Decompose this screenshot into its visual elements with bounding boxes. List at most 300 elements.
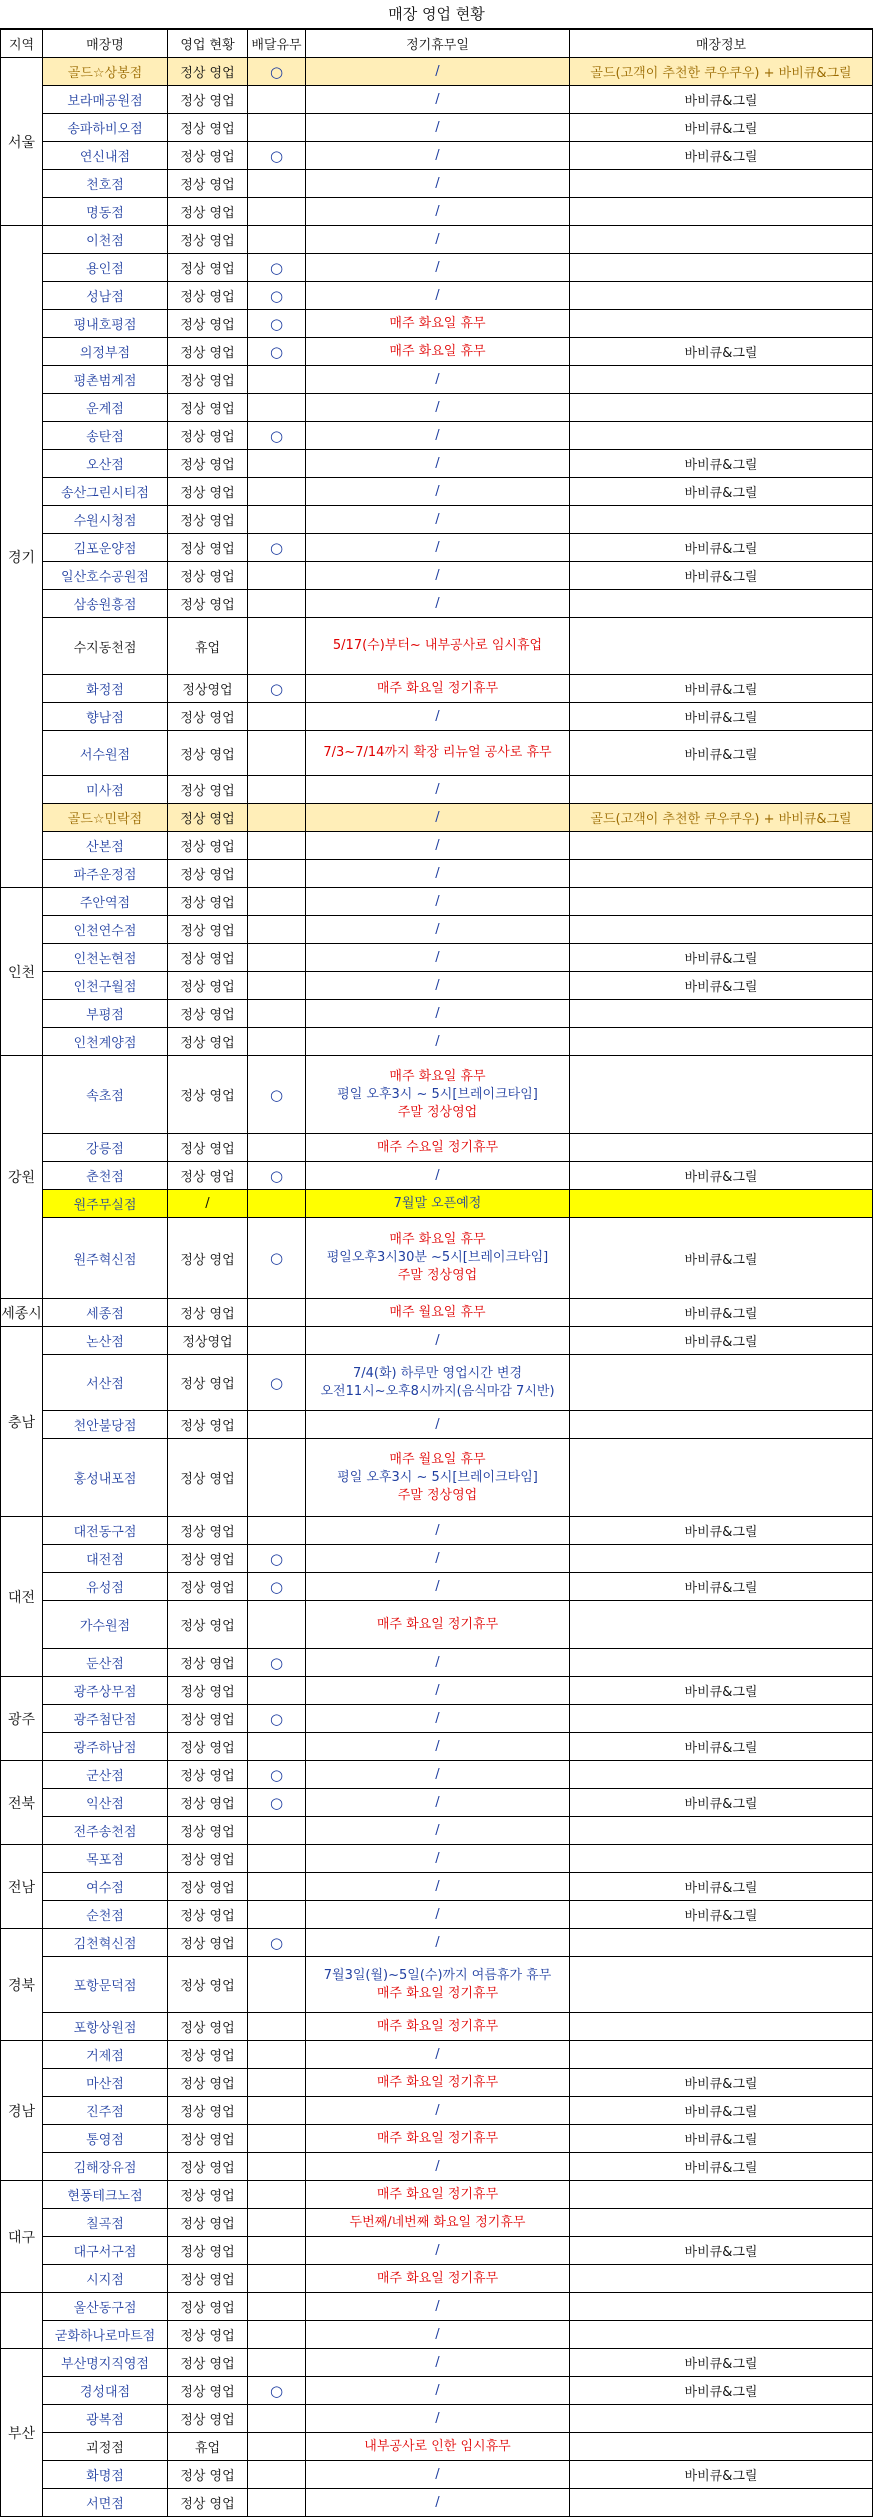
business-status: 정상 영업 xyxy=(168,703,248,731)
holiday-cell xyxy=(306,804,570,832)
store-info xyxy=(570,590,873,618)
business-status: 정상 영업 xyxy=(168,282,248,310)
delivery-mark xyxy=(248,1901,306,1929)
holiday-cell xyxy=(306,1134,570,1162)
region-cell: 부산 xyxy=(1,2349,43,2517)
business-status: 정상 영업 xyxy=(168,562,248,590)
store-info xyxy=(570,1845,873,1873)
business-status: 정상 영업 xyxy=(168,170,248,198)
store-info xyxy=(570,888,873,916)
business-status: 정상 영업 xyxy=(168,86,248,114)
store-info xyxy=(570,2293,873,2321)
store-name: 목포점 xyxy=(43,1845,168,1873)
holiday-line: / xyxy=(435,977,440,993)
region-cell xyxy=(1,2293,43,2349)
store-info xyxy=(570,506,873,534)
store-name: 진주점 xyxy=(43,2097,168,2125)
business-status: 정상 영업 xyxy=(168,2013,248,2041)
delivery-mark xyxy=(248,2237,306,2265)
delivery-mark xyxy=(248,2293,306,2321)
delivery-mark: ○ xyxy=(248,1056,306,1134)
header-row xyxy=(1,30,873,58)
store-name: 명동점 xyxy=(43,198,168,226)
holiday-cell xyxy=(306,2377,570,2405)
store-name: 홍성내포점 xyxy=(43,1439,168,1517)
store-name: 원주무실점 xyxy=(43,1190,168,1218)
holiday-line: 매주 화요일 정기휴무 xyxy=(376,2130,499,2146)
store-name: 포항문덕점 xyxy=(43,1957,168,2013)
business-status: 정상 영업 xyxy=(168,1677,248,1705)
business-status: 정상 영업 xyxy=(168,254,248,282)
business-status: 정상 영업 xyxy=(168,2405,248,2433)
holiday-line: / xyxy=(435,921,440,937)
holiday-line: 매주 화요일 정기휴무 xyxy=(376,1616,499,1632)
store-name: 익산점 xyxy=(43,1789,168,1817)
business-status: 정상 영업 xyxy=(168,534,248,562)
delivery-mark xyxy=(248,562,306,590)
store-name: 인천논현점 xyxy=(43,944,168,972)
store-info xyxy=(570,282,873,310)
store-name: 천호점 xyxy=(43,170,168,198)
holiday-line: 7월말 오픈예정 xyxy=(393,1195,482,1211)
delivery-mark xyxy=(248,1028,306,1056)
header-delivery: 배달유무 xyxy=(248,30,306,58)
store-name: 서면점 xyxy=(43,2489,168,2517)
holiday-line: / xyxy=(435,2494,440,2510)
table-row xyxy=(1,142,873,170)
holiday-line: / xyxy=(435,231,440,247)
business-status: 정상 영업 xyxy=(168,422,248,450)
business-status: 정상 영업 xyxy=(168,1957,248,2013)
delivery-mark xyxy=(248,2461,306,2489)
holiday-line: 매주 월요일 휴무 xyxy=(389,1304,486,1320)
holiday-line: / xyxy=(435,1332,440,1348)
store-info xyxy=(570,1028,873,1056)
store-info: 바비큐&그릴 xyxy=(570,731,873,776)
store-info: 골드(고객이 추천한 쿠우쿠우) + 바비큐&그릴 xyxy=(570,804,873,832)
holiday-cell xyxy=(306,2153,570,2181)
delivery-mark xyxy=(248,731,306,776)
business-status: 정상 영업 xyxy=(168,2125,248,2153)
table-row xyxy=(1,450,873,478)
holiday-line: 매주 화요일 정기휴무 xyxy=(376,2270,499,2286)
store-name: 유성점 xyxy=(43,1573,168,1601)
delivery-mark xyxy=(248,618,306,675)
delivery-mark xyxy=(248,1873,306,1901)
store-info xyxy=(570,1929,873,1957)
holiday-cell xyxy=(306,1761,570,1789)
table-row xyxy=(1,1000,873,1028)
table-row xyxy=(1,731,873,776)
delivery-mark xyxy=(248,394,306,422)
table-row xyxy=(1,506,873,534)
holiday-cell xyxy=(306,2321,570,2349)
holiday-cell xyxy=(306,2013,570,2041)
table-row xyxy=(1,338,873,366)
business-status: 정상 영업 xyxy=(168,2377,248,2405)
holiday-cell xyxy=(306,58,570,86)
store-info: 바비큐&그릴 xyxy=(570,675,873,703)
region-cell: 경북 xyxy=(1,1929,43,2041)
business-status: 정상 영업 xyxy=(168,804,248,832)
store-name: 광주상무점 xyxy=(43,1677,168,1705)
region-cell: 서울 xyxy=(1,58,43,226)
holiday-line: / xyxy=(435,2242,440,2258)
store-name: 송산그린시티점 xyxy=(43,478,168,506)
store-info xyxy=(570,1957,873,2013)
holiday-cell xyxy=(306,1439,570,1517)
table-row xyxy=(1,776,873,804)
holiday-line: 7/4(화) 하루만 영업시간 변경 xyxy=(352,1365,523,1381)
holiday-cell xyxy=(306,2433,570,2461)
store-name: 보라매공원점 xyxy=(43,86,168,114)
holiday-line: / xyxy=(435,147,440,163)
holiday-line: / xyxy=(435,539,440,555)
holiday-line: / xyxy=(435,2466,440,2482)
holiday-line: / xyxy=(435,1738,440,1754)
business-status: 정상 영업 xyxy=(168,916,248,944)
region-cell: 전남 xyxy=(1,1845,43,1929)
delivery-mark xyxy=(248,916,306,944)
store-info xyxy=(570,1411,873,1439)
holiday-cell xyxy=(306,254,570,282)
table-row xyxy=(1,1190,873,1218)
table-row xyxy=(1,1056,873,1134)
store-info: 바비큐&그릴 xyxy=(570,1901,873,1929)
business-status: 정상 영업 xyxy=(168,142,248,170)
holiday-cell xyxy=(306,1218,570,1299)
store-name: 김천혁신점 xyxy=(43,1929,168,1957)
holiday-line: / xyxy=(435,2158,440,2174)
holiday-cell xyxy=(306,1162,570,1190)
holiday-line: 두번째/네번째 화요일 정기휴무 xyxy=(349,2214,526,2230)
store-info xyxy=(570,2181,873,2209)
business-status: 정상 영업 xyxy=(168,2069,248,2097)
region-cell: 충남 xyxy=(1,1327,43,1517)
holiday-line: / xyxy=(435,1550,440,1566)
delivery-mark xyxy=(248,2265,306,2293)
table-row xyxy=(1,1873,873,1901)
store-name: 이천점 xyxy=(43,226,168,254)
holiday-line: / xyxy=(435,119,440,135)
delivery-mark xyxy=(248,2125,306,2153)
store-name: 평촌범계점 xyxy=(43,366,168,394)
delivery-mark: ○ xyxy=(248,58,306,86)
store-info: 바비큐&그릴 xyxy=(570,450,873,478)
table-row xyxy=(1,2293,873,2321)
holiday-line: / xyxy=(435,1906,440,1922)
table-row xyxy=(1,703,873,731)
holiday-cell xyxy=(306,2461,570,2489)
store-name: 미사점 xyxy=(43,776,168,804)
store-name: 군산점 xyxy=(43,1761,168,1789)
table-row xyxy=(1,562,873,590)
holiday-cell xyxy=(306,1677,570,1705)
table-row xyxy=(1,1817,873,1845)
store-name: 오산점 xyxy=(43,450,168,478)
holiday-line: / xyxy=(435,175,440,191)
store-info: 바비큐&그릴 xyxy=(570,2069,873,2097)
business-status: 정상 영업 xyxy=(168,1789,248,1817)
store-info: 바비큐&그릴 xyxy=(570,2377,873,2405)
holiday-line: / xyxy=(435,1710,440,1726)
delivery-mark: ○ xyxy=(248,310,306,338)
table-row xyxy=(1,1573,873,1601)
holiday-line: / xyxy=(435,455,440,471)
store-name: 원주혁신점 xyxy=(43,1218,168,1299)
holiday-line: / xyxy=(435,259,440,275)
store-name: 현풍테크노점 xyxy=(43,2181,168,2209)
store-name: 화명점 xyxy=(43,2461,168,2489)
store-name: 산본점 xyxy=(43,832,168,860)
store-name: 순천점 xyxy=(43,1901,168,1929)
business-status: 정상 영업 xyxy=(168,1845,248,1873)
delivery-mark xyxy=(248,1517,306,1545)
holiday-line: / xyxy=(435,399,440,415)
holiday-line: / xyxy=(435,595,440,611)
holiday-cell xyxy=(306,282,570,310)
holiday-cell xyxy=(306,310,570,338)
delivery-mark xyxy=(248,1601,306,1649)
delivery-mark: ○ xyxy=(248,1162,306,1190)
holiday-cell xyxy=(306,1901,570,1929)
region-cell: 대구 xyxy=(1,2181,43,2293)
table-row xyxy=(1,1355,873,1411)
store-info: 바비큐&그릴 xyxy=(570,2349,873,2377)
store-name: 마산점 xyxy=(43,2069,168,2097)
holiday-cell xyxy=(306,1327,570,1355)
business-status: 정상 영업 xyxy=(168,310,248,338)
table-row xyxy=(1,114,873,142)
delivery-mark: ○ xyxy=(248,1705,306,1733)
delivery-mark xyxy=(248,1733,306,1761)
business-status: 정상 영업 xyxy=(168,1439,248,1517)
holiday-cell xyxy=(306,1545,570,1573)
table-row xyxy=(1,2069,873,2097)
store-info xyxy=(570,1761,873,1789)
holiday-line: 5/17(수)부터~ 내부공사로 임시휴업 xyxy=(332,638,543,653)
holiday-line: / xyxy=(435,1522,440,1538)
table-row xyxy=(1,832,873,860)
table-row xyxy=(1,2153,873,2181)
holiday-cell xyxy=(306,1789,570,1817)
store-info: 바비큐&그릴 xyxy=(570,86,873,114)
store-name: 향남점 xyxy=(43,703,168,731)
business-status: 정상 영업 xyxy=(168,2041,248,2069)
store-name: 세종점 xyxy=(43,1299,168,1327)
business-status: 정상 영업 xyxy=(168,198,248,226)
page-title: 매장 영업 현황 xyxy=(0,0,873,29)
table-row xyxy=(1,2377,873,2405)
store-info: 바비큐&그릴 xyxy=(570,2237,873,2265)
business-status: 정상 영업 xyxy=(168,1000,248,1028)
holiday-cell xyxy=(306,703,570,731)
store-info: 바비큐&그릴 xyxy=(570,1677,873,1705)
business-status: 정상 영업 xyxy=(168,2181,248,2209)
table-row xyxy=(1,2209,873,2237)
table-row xyxy=(1,394,873,422)
table-row xyxy=(1,1162,873,1190)
store-info xyxy=(570,226,873,254)
table-row xyxy=(1,2461,873,2489)
delivery-mark: ○ xyxy=(248,1929,306,1957)
table-row xyxy=(1,1411,873,1439)
store-info xyxy=(570,1056,873,1134)
business-status: 정상 영업 xyxy=(168,2153,248,2181)
delivery-mark xyxy=(248,1327,306,1355)
table-row xyxy=(1,675,873,703)
store-name: 부평점 xyxy=(43,1000,168,1028)
region-cell: 대전 xyxy=(1,1517,43,1677)
holiday-cell xyxy=(306,1411,570,1439)
holiday-line: / xyxy=(435,287,440,303)
business-status: / xyxy=(168,1190,248,1218)
holiday-cell xyxy=(306,675,570,703)
store-name: 속초점 xyxy=(43,1056,168,1134)
store-name: 통영점 xyxy=(43,2125,168,2153)
business-status: 정상 영업 xyxy=(168,506,248,534)
holiday-line: 매주 월요일 휴무 xyxy=(389,1451,486,1467)
table-row xyxy=(1,226,873,254)
holiday-cell xyxy=(306,2209,570,2237)
table-row xyxy=(1,170,873,198)
table-row xyxy=(1,2321,873,2349)
delivery-mark xyxy=(248,1845,306,1873)
store-info xyxy=(570,1355,873,1411)
store-name: 삼송원흥점 xyxy=(43,590,168,618)
holiday-cell xyxy=(306,944,570,972)
delivery-mark xyxy=(248,832,306,860)
table-row xyxy=(1,2265,873,2293)
store-info xyxy=(570,1649,873,1677)
holiday-cell xyxy=(306,972,570,1000)
holiday-line: / xyxy=(435,567,440,583)
holiday-line: / xyxy=(435,1878,440,1894)
holiday-line: 매주 화요일 휴무 xyxy=(389,315,486,331)
store-info xyxy=(570,1545,873,1573)
delivery-mark xyxy=(248,2041,306,2069)
delivery-mark xyxy=(248,114,306,142)
table-body xyxy=(1,58,873,2517)
holiday-line: / xyxy=(435,511,440,527)
delivery-mark xyxy=(248,366,306,394)
store-name: 대구서구점 xyxy=(43,2237,168,2265)
store-info xyxy=(570,366,873,394)
holiday-line: / xyxy=(435,63,440,79)
store-info: 바비큐&그릴 xyxy=(570,703,873,731)
delivery-mark xyxy=(248,226,306,254)
delivery-mark: ○ xyxy=(248,1355,306,1411)
delivery-mark: ○ xyxy=(248,675,306,703)
holiday-cell xyxy=(306,1705,570,1733)
delivery-mark xyxy=(248,170,306,198)
table-row xyxy=(1,2125,873,2153)
store-info xyxy=(570,1817,873,1845)
store-info: 골드(고객이 추천한 쿠우쿠우) + 바비큐&그릴 xyxy=(570,58,873,86)
business-status: 정상 영업 xyxy=(168,1517,248,1545)
store-info xyxy=(570,2041,873,2069)
store-info: 바비큐&그릴 xyxy=(570,1218,873,1299)
business-status: 정상 영업 xyxy=(168,1355,248,1411)
table-row xyxy=(1,1733,873,1761)
table-row xyxy=(1,1218,873,1299)
holiday-cell xyxy=(306,590,570,618)
table-row xyxy=(1,2181,873,2209)
store-name: 서수원점 xyxy=(43,731,168,776)
holiday-cell xyxy=(306,2069,570,2097)
table-row xyxy=(1,916,873,944)
table-row xyxy=(1,310,873,338)
holiday-line: 7/3~7/14까지 확장 리뉴얼 공사로 휴무 xyxy=(323,745,552,760)
store-info: 바비큐&그릴 xyxy=(570,2097,873,2125)
store-info xyxy=(570,170,873,198)
store-name: 용인점 xyxy=(43,254,168,282)
business-status: 정상 영업 xyxy=(168,1299,248,1327)
holiday-line: / xyxy=(435,2046,440,2062)
holiday-cell xyxy=(306,860,570,888)
holiday-line: 내부공사로 인한 임시휴무 xyxy=(364,2438,511,2454)
holiday-line: / xyxy=(435,371,440,387)
holiday-cell xyxy=(306,888,570,916)
holiday-line: / xyxy=(435,1850,440,1866)
holiday-line: 매주 화요일 정기휴무 xyxy=(376,680,499,696)
business-status: 정상 영업 xyxy=(168,731,248,776)
holiday-cell xyxy=(306,1873,570,1901)
holiday-line: / xyxy=(435,2382,440,2398)
business-status: 정상 영업 xyxy=(168,1573,248,1601)
holiday-line: 매주 화요일 정기휴무 xyxy=(376,1985,499,2001)
holiday-cell xyxy=(306,2405,570,2433)
holiday-cell xyxy=(306,1817,570,1845)
store-info xyxy=(570,860,873,888)
store-name: 수원시청점 xyxy=(43,506,168,534)
holiday-line: 평일오후3시30분 ~5시[브레이크타임] xyxy=(326,1250,549,1265)
holiday-line: / xyxy=(435,1934,440,1950)
store-name: 둔산점 xyxy=(43,1649,168,1677)
holiday-line: / xyxy=(435,949,440,965)
business-status: 정상 영업 xyxy=(168,1545,248,1573)
store-info xyxy=(570,2013,873,2041)
delivery-mark xyxy=(248,2153,306,2181)
table-row xyxy=(1,2433,873,2461)
business-status: 정상 영업 xyxy=(168,226,248,254)
business-status: 휴업 xyxy=(168,618,248,675)
store-name: 울산동구점 xyxy=(43,2293,168,2321)
holiday-line: / xyxy=(435,2410,440,2426)
table-row xyxy=(1,2405,873,2433)
delivery-mark xyxy=(248,1817,306,1845)
business-status: 정상 영업 xyxy=(168,366,248,394)
store-name: 성남점 xyxy=(43,282,168,310)
business-status: 정상 영업 xyxy=(168,478,248,506)
store-info xyxy=(570,2209,873,2237)
store-info xyxy=(570,832,873,860)
store-name: 김포운양점 xyxy=(43,534,168,562)
holiday-cell xyxy=(306,2041,570,2069)
delivery-mark: ○ xyxy=(248,338,306,366)
business-status: 정상 영업 xyxy=(168,1056,248,1134)
store-info xyxy=(570,2321,873,2349)
business-status: 정상영업 xyxy=(168,1327,248,1355)
holiday-cell xyxy=(306,198,570,226)
delivery-mark xyxy=(248,860,306,888)
holiday-cell xyxy=(306,338,570,366)
store-name: 의정부점 xyxy=(43,338,168,366)
delivery-mark: ○ xyxy=(248,1789,306,1817)
holiday-line: / xyxy=(435,1416,440,1432)
store-name: 논산점 xyxy=(43,1327,168,1355)
holiday-line: 주말 정상영업 xyxy=(397,1104,478,1120)
